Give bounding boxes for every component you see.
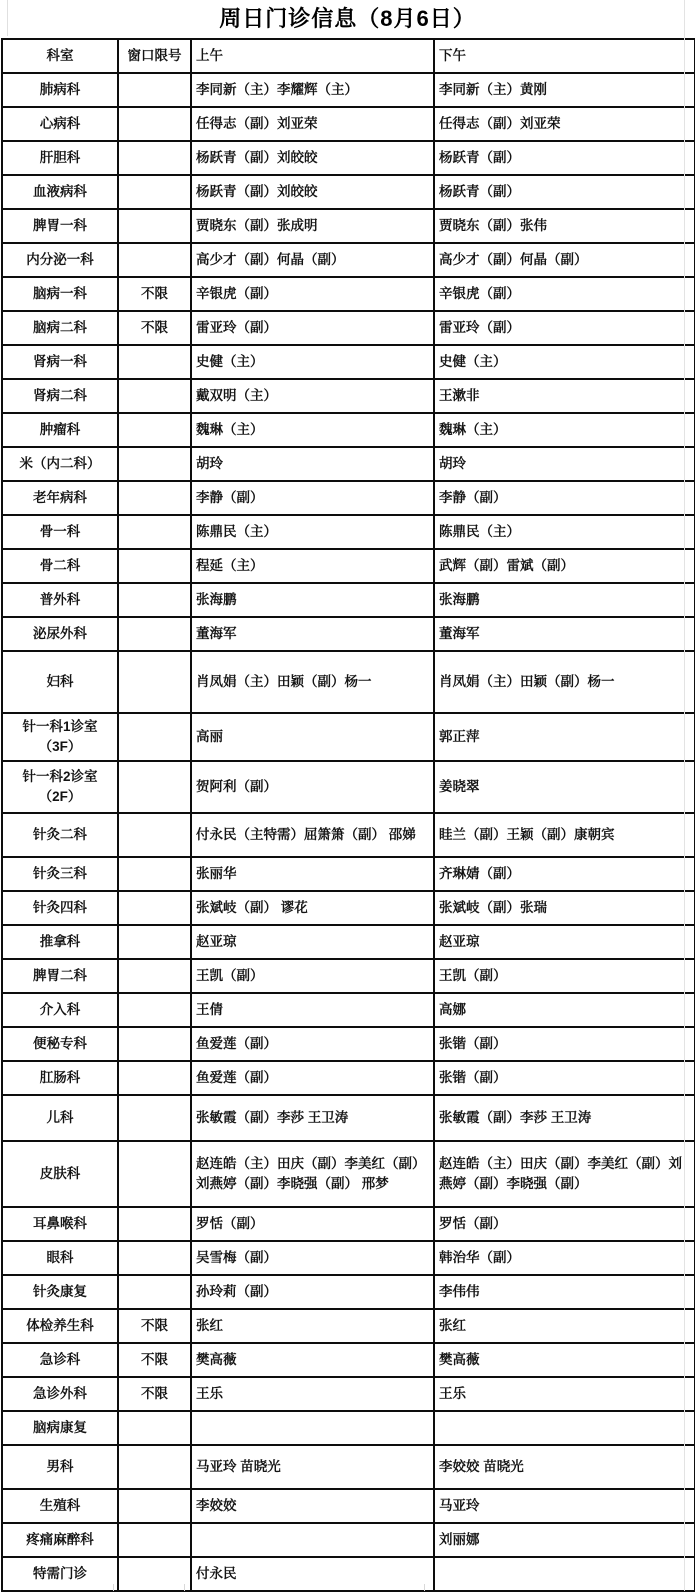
dept-cell: 骨二科 xyxy=(2,549,118,583)
limit-cell xyxy=(118,857,191,891)
table-row xyxy=(2,713,695,761)
morning-cell: 任得志（副）刘亚荣 xyxy=(191,107,434,141)
limit-cell xyxy=(118,617,191,651)
afternoon-cell: 张斌岐（副）张瑞 xyxy=(434,891,695,925)
dept-cell: 儿科 xyxy=(2,1095,118,1141)
afternoon-cell: 张锴（副） xyxy=(434,1061,695,1095)
afternoon-cell: 魏琳（主） xyxy=(434,413,695,447)
dept-cell: 男科 xyxy=(2,1445,118,1489)
dept-cell: 生殖科 xyxy=(2,1489,118,1523)
table-row xyxy=(2,515,695,549)
dept-cell: 泌尿外科 xyxy=(2,617,118,651)
morning-cell: 樊高薇 xyxy=(191,1343,434,1377)
limit-cell xyxy=(118,141,191,175)
dept-cell: 脑病康复 xyxy=(2,1411,118,1445)
afternoon-cell xyxy=(434,1411,695,1445)
table-row xyxy=(2,993,695,1027)
morning-cell: 张斌岐（副） 谬花 xyxy=(191,891,434,925)
morning-cell: 鱼爱莲（副） xyxy=(191,1027,434,1061)
morning-cell: 李姣姣 xyxy=(191,1489,434,1523)
morning-cell: 高少才（副）何晶（副） xyxy=(191,243,434,277)
dept-cell: 肝胆科 xyxy=(2,141,118,175)
table-row xyxy=(2,481,695,515)
morning-cell: 李同新（主）李耀辉（主） xyxy=(191,73,434,107)
dept-cell: 肛肠科 xyxy=(2,1061,118,1095)
table-row xyxy=(2,311,695,345)
dept-cell: 推拿科 xyxy=(2,925,118,959)
table-row xyxy=(2,175,695,209)
morning-cell xyxy=(191,1523,434,1557)
afternoon-cell: 董海军 xyxy=(434,617,695,651)
afternoon-cell: 樊高薇 xyxy=(434,1343,695,1377)
morning-cell: 吴雪梅（副） xyxy=(191,1241,434,1275)
dept-cell: 普外科 xyxy=(2,583,118,617)
limit-cell xyxy=(118,959,191,993)
limit-cell: 不限 xyxy=(118,311,191,345)
afternoon-cell: 王凯（副） xyxy=(434,959,695,993)
limit-cell xyxy=(118,1489,191,1523)
limit-cell xyxy=(118,583,191,617)
table-row xyxy=(2,1141,695,1207)
morning-cell xyxy=(191,1411,434,1445)
afternoon-cell: 高少才（副）何晶（副） xyxy=(434,243,695,277)
morning-cell: 魏琳（主） xyxy=(191,413,434,447)
limit-cell xyxy=(118,761,191,813)
sheet-gridline-bottom-1 xyxy=(113,1584,114,1591)
dept-cell: 内分泌一科 xyxy=(2,243,118,277)
morning-cell: 鱼爱莲（副） xyxy=(191,1061,434,1095)
afternoon-cell: 韩治华（副） xyxy=(434,1241,695,1275)
dept-cell: 肾病一科 xyxy=(2,345,118,379)
morning-cell: 董海军 xyxy=(191,617,434,651)
afternoon-cell: 杨跃青（副） xyxy=(434,175,695,209)
afternoon-cell: 眭兰（副）王颖（副）康朝宾 xyxy=(434,813,695,857)
afternoon-cell: 张锴（副） xyxy=(434,1027,695,1061)
table-row xyxy=(2,1207,695,1241)
morning-cell: 付永民（主特需）屈箫箫（副） 邵娣 xyxy=(191,813,434,857)
morning-cell: 张敏霞（副）李莎 王卫涛 xyxy=(191,1095,434,1141)
afternoon-cell: 赵亚琼 xyxy=(434,925,695,959)
afternoon-cell: 王乐 xyxy=(434,1377,695,1411)
limit-cell xyxy=(118,1445,191,1489)
table-row xyxy=(2,617,695,651)
morning-cell: 王凯（副） xyxy=(191,959,434,993)
limit-cell xyxy=(118,993,191,1027)
limit-cell xyxy=(118,1275,191,1309)
afternoon-cell: 陈鼎民（主） xyxy=(434,515,695,549)
table-row xyxy=(2,277,695,311)
table-row xyxy=(2,107,695,141)
limit-cell xyxy=(118,481,191,515)
dept-cell: 肿瘤科 xyxy=(2,413,118,447)
table-row xyxy=(2,761,695,813)
limit-cell xyxy=(118,209,191,243)
limit-cell xyxy=(118,515,191,549)
schedule-body xyxy=(2,73,695,1591)
limit-cell xyxy=(118,891,191,925)
dept-cell: 介入科 xyxy=(2,993,118,1027)
afternoon-cell: 武辉（副）雷斌（副） xyxy=(434,549,695,583)
morning-cell: 孙玲莉（副） xyxy=(191,1275,434,1309)
afternoon-cell: 高娜 xyxy=(434,993,695,1027)
table-row xyxy=(2,959,695,993)
afternoon-cell: 张红 xyxy=(434,1309,695,1343)
table-row xyxy=(2,1523,695,1557)
morning-cell: 李静（副） xyxy=(191,481,434,515)
header-afternoon: 下午 xyxy=(434,39,695,73)
dept-cell: 皮肤科 xyxy=(2,1141,118,1207)
sheet-gridline-bottom-3 xyxy=(424,1584,425,1591)
limit-cell xyxy=(118,651,191,713)
morning-cell: 贾晓东（副）张成明 xyxy=(191,209,434,243)
table-row xyxy=(2,73,695,107)
dept-cell: 针一科2诊室（2F） xyxy=(2,761,118,813)
limit-cell xyxy=(118,1141,191,1207)
dept-cell: 米（内二科） xyxy=(2,447,118,481)
limit-cell xyxy=(118,1207,191,1241)
limit-cell xyxy=(118,243,191,277)
afternoon-cell xyxy=(434,1557,695,1591)
schedule-table xyxy=(1,38,695,1592)
afternoon-cell: 肖凤娟（主）田颖（副）杨一 xyxy=(434,651,695,713)
table-row xyxy=(2,925,695,959)
table-row xyxy=(2,583,695,617)
header-row xyxy=(2,39,695,73)
afternoon-cell: 辛银虎（副） xyxy=(434,277,695,311)
morning-cell: 赵连皓（主）田庆（副）李美红（副）刘燕婷（副）李晓强（副） 邢梦 xyxy=(191,1141,434,1207)
dept-cell: 急诊科 xyxy=(2,1343,118,1377)
dept-cell: 妇科 xyxy=(2,651,118,713)
afternoon-cell: 张海鹏 xyxy=(434,583,695,617)
dept-cell: 心病科 xyxy=(2,107,118,141)
table-row xyxy=(2,1027,695,1061)
afternoon-cell: 任得志（副）刘亚荣 xyxy=(434,107,695,141)
afternoon-cell: 齐琳婧（副） xyxy=(434,857,695,891)
limit-cell: 不限 xyxy=(118,1343,191,1377)
morning-cell: 肖凤娟（主）田颖（副）杨一 xyxy=(191,651,434,713)
dept-cell: 针灸康复 xyxy=(2,1275,118,1309)
dept-cell: 脾胃二科 xyxy=(2,959,118,993)
limit-cell xyxy=(118,925,191,959)
morning-cell: 高丽 xyxy=(191,713,434,761)
table-row xyxy=(2,1377,695,1411)
afternoon-cell: 郭正萍 xyxy=(434,713,695,761)
morning-cell: 张红 xyxy=(191,1309,434,1343)
afternoon-cell: 赵连皓（主）田庆（副）李美红（副）刘燕婷（副）李晓强（副） xyxy=(434,1141,695,1207)
afternoon-cell: 罗恬（副） xyxy=(434,1207,695,1241)
dept-cell: 针灸二科 xyxy=(2,813,118,857)
afternoon-cell: 杨跃青（副） xyxy=(434,141,695,175)
dept-cell: 耳鼻喉科 xyxy=(2,1207,118,1241)
page-title: 周日门诊信息（8月6日） xyxy=(219,6,476,31)
morning-cell: 张丽华 xyxy=(191,857,434,891)
afternoon-cell: 李伟伟 xyxy=(434,1275,695,1309)
afternoon-cell: 李静（副） xyxy=(434,481,695,515)
dept-cell: 疼痛麻醉科 xyxy=(2,1523,118,1557)
dept-cell: 针一科1诊室（3F） xyxy=(2,713,118,761)
afternoon-cell: 雷亚玲（副） xyxy=(434,311,695,345)
dept-cell: 体检养生科 xyxy=(2,1309,118,1343)
table-row xyxy=(2,1061,695,1095)
afternoon-cell: 马亚玲 xyxy=(434,1489,695,1523)
limit-cell xyxy=(118,175,191,209)
sheet-gridline-left xyxy=(7,0,8,36)
limit-cell xyxy=(118,813,191,857)
morning-cell: 王乐 xyxy=(191,1377,434,1411)
limit-cell xyxy=(118,447,191,481)
table-row xyxy=(2,1275,695,1309)
limit-cell xyxy=(118,1411,191,1445)
morning-cell: 付永民 xyxy=(191,1557,434,1591)
table-row xyxy=(2,209,695,243)
afternoon-cell: 李姣姣 苗晓光 xyxy=(434,1445,695,1489)
afternoon-cell: 胡玲 xyxy=(434,447,695,481)
dept-cell: 眼科 xyxy=(2,1241,118,1275)
afternoon-cell: 姜晓翠 xyxy=(434,761,695,813)
limit-cell xyxy=(118,1557,191,1591)
limit-cell xyxy=(118,1095,191,1141)
morning-cell: 辛银虎（副） xyxy=(191,277,434,311)
dept-cell: 脾胃一科 xyxy=(2,209,118,243)
limit-cell xyxy=(118,549,191,583)
limit-cell xyxy=(118,1241,191,1275)
dept-cell: 骨一科 xyxy=(2,515,118,549)
header-dept: 科室 xyxy=(2,39,118,73)
morning-cell: 雷亚玲（副） xyxy=(191,311,434,345)
sheet-gridline-right xyxy=(684,0,685,1591)
morning-cell: 贺阿利（副） xyxy=(191,761,434,813)
afternoon-cell: 贾晓东（副）张伟 xyxy=(434,209,695,243)
afternoon-cell: 史健（主） xyxy=(434,345,695,379)
dept-cell: 急诊外科 xyxy=(2,1377,118,1411)
header-limit: 窗口限号 xyxy=(118,39,191,73)
table-row xyxy=(2,1489,695,1523)
table-row xyxy=(2,857,695,891)
limit-cell xyxy=(118,1061,191,1095)
dept-cell: 血液病科 xyxy=(2,175,118,209)
table-row xyxy=(2,891,695,925)
morning-cell: 张海鹏 xyxy=(191,583,434,617)
morning-cell: 罗恬（副） xyxy=(191,1207,434,1241)
limit-cell xyxy=(118,73,191,107)
morning-cell: 程延（主） xyxy=(191,549,434,583)
dept-cell: 针灸三科 xyxy=(2,857,118,891)
dept-cell: 脑病二科 xyxy=(2,311,118,345)
morning-cell: 戴双明（主） xyxy=(191,379,434,413)
limit-cell: 不限 xyxy=(118,1309,191,1343)
limit-cell xyxy=(118,1523,191,1557)
table-row xyxy=(2,1095,695,1141)
table-row xyxy=(2,413,695,447)
limit-cell xyxy=(118,1027,191,1061)
table-row xyxy=(2,1241,695,1275)
table-row xyxy=(2,141,695,175)
morning-cell: 王倩 xyxy=(191,993,434,1027)
table-row xyxy=(2,651,695,713)
limit-cell xyxy=(118,107,191,141)
table-row xyxy=(2,243,695,277)
morning-cell: 赵亚琼 xyxy=(191,925,434,959)
afternoon-cell: 刘丽娜 xyxy=(434,1523,695,1557)
limit-cell xyxy=(118,413,191,447)
table-row xyxy=(2,447,695,481)
limit-cell: 不限 xyxy=(118,277,191,311)
afternoon-cell: 李同新（主）黄刚 xyxy=(434,73,695,107)
table-row xyxy=(2,549,695,583)
dept-cell: 肾病二科 xyxy=(2,379,118,413)
dept-cell: 特需门诊 xyxy=(2,1557,118,1591)
table-row xyxy=(2,345,695,379)
limit-cell xyxy=(118,379,191,413)
limit-cell: 不限 xyxy=(118,1377,191,1411)
dept-cell: 针灸四科 xyxy=(2,891,118,925)
table-row xyxy=(2,1343,695,1377)
table-row xyxy=(2,379,695,413)
afternoon-cell: 张敏霞（副）李莎 王卫涛 xyxy=(434,1095,695,1141)
afternoon-cell: 王漱非 xyxy=(434,379,695,413)
limit-cell xyxy=(118,345,191,379)
sheet-gridline-bottom-2 xyxy=(184,1584,185,1591)
table-row xyxy=(2,813,695,857)
morning-cell: 马亚玲 苗晓光 xyxy=(191,1445,434,1489)
dept-cell: 老年病科 xyxy=(2,481,118,515)
table-row xyxy=(2,1309,695,1343)
header-morning: 上午 xyxy=(191,39,434,73)
morning-cell: 胡玲 xyxy=(191,447,434,481)
table-row xyxy=(2,1445,695,1489)
dept-cell: 便秘专科 xyxy=(2,1027,118,1061)
table-row xyxy=(2,1557,695,1591)
morning-cell: 史健（主） xyxy=(191,345,434,379)
table-row xyxy=(2,1411,695,1445)
morning-cell: 陈鼎民（主） xyxy=(191,515,434,549)
dept-cell: 脑病一科 xyxy=(2,277,118,311)
dept-cell: 肺病科 xyxy=(2,73,118,107)
morning-cell: 杨跃青（副）刘皎皎 xyxy=(191,175,434,209)
limit-cell xyxy=(118,713,191,761)
morning-cell: 杨跃青（副）刘皎皎 xyxy=(191,141,434,175)
